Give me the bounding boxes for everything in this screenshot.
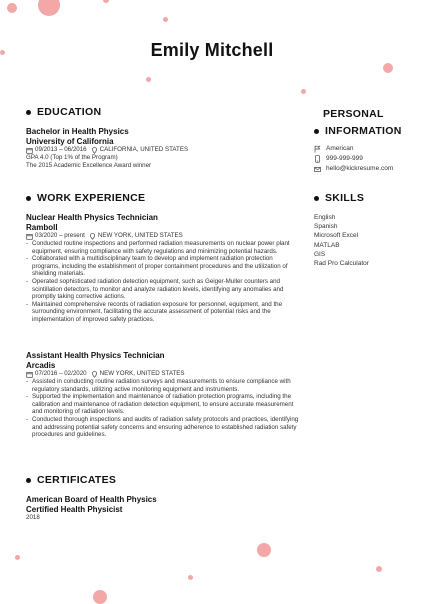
education-location: CALIFORNIA, UNITED STATES <box>99 146 189 153</box>
decor-dot <box>257 543 271 557</box>
education-line: The 2015 Academic Excellence Award winner <box>26 161 152 169</box>
calendar-icon <box>26 371 33 378</box>
job-bullet: - Supported the implementation and maintenance of radiation protection programs, including the calibration and maintenance of radiation detection equipment, to ensure accurate measurement and monitoring of radiation levels. <box>26 393 300 416</box>
email[interactable]: hello@kickresume.com <box>326 165 394 172</box>
skill-item: Microsoft Excel <box>314 232 359 240</box>
email-row <box>314 164 404 174</box>
heading-bullet <box>314 196 319 201</box>
calendar-icon <box>26 233 33 240</box>
nationality-row <box>314 144 404 154</box>
skill-item: MATLAB <box>314 241 340 249</box>
decor-dot <box>383 63 393 73</box>
job-entry <box>26 213 300 324</box>
location-pin-icon <box>91 371 98 378</box>
school: University of California <box>26 136 114 146</box>
job-bullet: - Maintained comprehensive records of radiation exposure for personnel, equipment, and the surrounding environment, facilitating the accurate assessment of potential risks and the implementation of improved safety practices. <box>26 301 300 324</box>
heading-bullet <box>26 478 31 483</box>
job-bullet: - Conducted thorough inspections and audits of radiation safety protocols and practices, identifying and addressing potential safety concerns and ensuring adherence to established radiation safety procedures and guidelines. <box>26 416 300 439</box>
phone-row <box>314 154 404 164</box>
job-bullet: - Conducted routine inspections and performed radiation measurements on nuclear power plant equipment, ensuring compliance with safety regulations and minimizing potential hazards. <box>26 240 300 255</box>
personal-heading-line1: PERSONAL <box>323 108 384 120</box>
decor-dot <box>188 575 193 580</box>
skills-list <box>314 213 404 268</box>
job-meta <box>26 370 300 378</box>
education-block <box>26 127 300 170</box>
flag-icon <box>314 145 321 153</box>
job-dates: 03/2020 – present <box>35 232 85 239</box>
education-line: GPA 4.0 (Top 1% of the Program) <box>26 154 118 161</box>
decor-dot <box>7 3 17 13</box>
certificate-year: 2018 <box>26 514 40 521</box>
skill-item: Rad Pro Calculator <box>314 260 369 268</box>
skill-item: Spanish <box>314 223 338 231</box>
decor-dot <box>103 0 109 3</box>
work-heading <box>26 192 145 204</box>
certificate-org: American Board of Health Physics <box>26 495 157 504</box>
skills-heading <box>314 192 364 204</box>
certificate-entry <box>26 495 300 522</box>
personal-heading <box>314 106 402 140</box>
job-company: Arcadis <box>26 360 56 370</box>
job-bullets <box>26 378 300 439</box>
location-pin-icon <box>91 147 98 154</box>
decor-dot <box>301 89 306 94</box>
decor-dot <box>93 590 107 604</box>
location-pin-icon <box>89 233 96 240</box>
certificates-heading-label: CERTIFICATES <box>37 474 117 486</box>
education-heading-label: EDUCATION <box>37 106 102 118</box>
personal-heading-line2: INFORMATION <box>325 125 402 137</box>
decor-dot <box>163 17 168 22</box>
skill-item: GIS <box>314 250 326 258</box>
job-meta <box>26 232 300 240</box>
job-dates: 07/2016 – 02/2020 <box>35 370 87 377</box>
skills-heading-label: SKILLS <box>325 192 365 204</box>
job-location: NEW YORK, UNITED STATES <box>97 232 183 239</box>
certificate-title: Certified Health Physicist <box>26 504 123 514</box>
decor-dot <box>376 566 382 572</box>
job-bullet: - Collaborated with a multidisciplinary team to develop and implement radiation protection programs, including the establishment of proper containment procedures and the utilization of shielding materials. <box>26 255 300 278</box>
education-meta <box>26 146 300 154</box>
job-location: NEW YORK, UNITED STATES <box>99 370 185 377</box>
education-dates: 09/2013 – 06/2016 <box>35 146 87 153</box>
job-bullet: - Assisted in conducting routine radiation surveys and measurements to ensure compliance with regulatory standards, utilizing active monitoring equipment and instruments. <box>26 378 300 393</box>
phone-icon <box>314 155 321 163</box>
decor-dot <box>38 0 60 16</box>
personal-info <box>314 144 404 174</box>
decor-dot <box>146 77 151 82</box>
heading-bullet <box>314 129 319 134</box>
calendar-icon <box>26 147 33 154</box>
email-icon <box>314 166 321 173</box>
degree: Bachelor in Health Physics <box>26 127 129 136</box>
job-entry <box>26 351 300 439</box>
skill-item: English <box>314 214 336 221</box>
job-title: Nuclear Health Physics Technician <box>26 213 158 222</box>
education-heading <box>26 106 101 118</box>
heading-bullet <box>26 196 31 201</box>
nationality: American <box>326 145 354 152</box>
personal-heading-row <box>314 123 402 140</box>
certificates-heading <box>26 474 116 486</box>
heading-bullet <box>26 110 31 115</box>
job-company: Ramboll <box>26 222 58 232</box>
job-bullet: - Operated sophisticated radiation detection equipment, such as Geiger-Muller counters and scintillation detectors, to monitor and analyze radiation levels, identifying any anomalies and promptly taking corrective actions. <box>26 278 300 301</box>
work-heading-label: WORK EXPERIENCE <box>37 192 146 204</box>
decor-dot <box>15 555 20 560</box>
job-title: Assistant Health Physics Technician <box>26 351 165 360</box>
candidate-name: Emily Mitchell <box>150 40 274 60</box>
job-bullets <box>26 240 300 324</box>
phone: 999-999-999 <box>326 155 363 162</box>
